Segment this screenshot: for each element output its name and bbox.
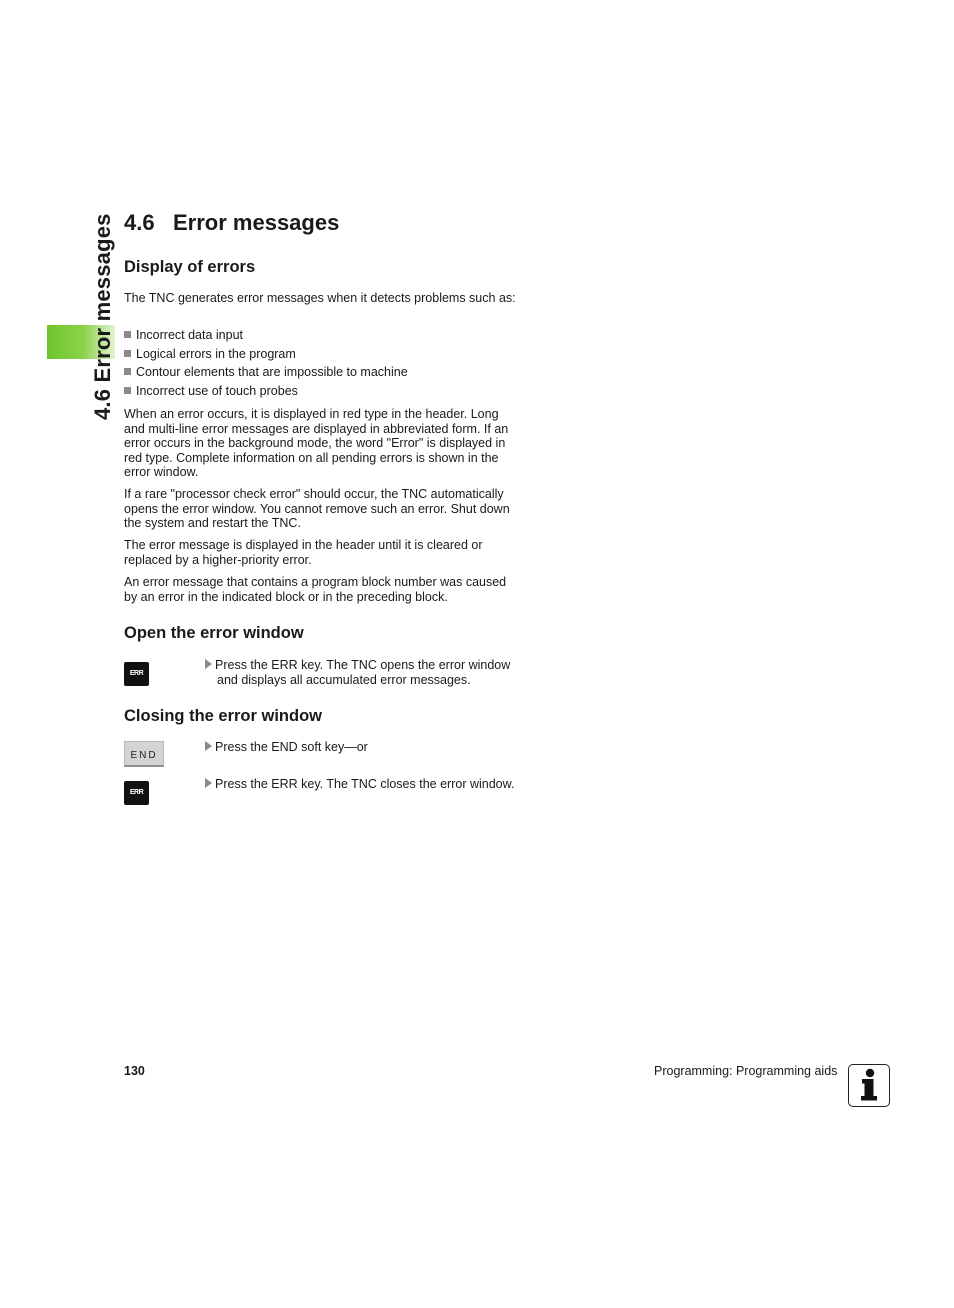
bullet-square-icon [124, 331, 131, 338]
step-end-softkey: Press the END soft key—or [205, 740, 525, 755]
body-paragraph: When an error occurs, it is displayed in red type in the header. Long and multi-line error messages are displayed in abbreviated form. If an error occurs in the background mode, the word "Error" is displayed in red type. Complete information on all pending errors is shown in the error window. [124, 407, 509, 479]
bullet-square-icon [124, 350, 131, 357]
triangle-arrow-icon [205, 659, 212, 669]
info-icon [848, 1064, 890, 1107]
bullet-square-icon [124, 387, 131, 394]
step-err-key-close: Press the ERR key. The TNC closes the error window. [205, 777, 525, 792]
page-number: 130 [124, 1064, 145, 1078]
subheading-open-error-window: Open the error window [124, 624, 304, 642]
err-key-icon: ERR [124, 781, 149, 805]
subheading-close-error-window: Closing the error window [124, 707, 323, 725]
subheading-display-errors: Display of errors [124, 258, 256, 276]
list-item: Incorrect data input [124, 328, 243, 342]
body-paragraph: The error message is displayed in the header until it is cleared or replaced by a higher-priority error. [124, 538, 483, 567]
err-key-icon: ERR [124, 662, 149, 686]
section-title: Error messages [173, 210, 340, 235]
footer-chapter: Programming: Programming aids [654, 1064, 838, 1078]
list-item: Logical errors in the program [124, 347, 296, 361]
body-paragraph: An error message that contains a program block number was caused by an error in the indicated block or in the preceding block. [124, 575, 507, 604]
bullet-square-icon [124, 368, 131, 375]
end-softkey-icon: END [124, 741, 164, 767]
side-tab-title: 4.6 Error messages [90, 213, 115, 420]
list-item: Contour elements that are impossible to machine [124, 365, 408, 379]
triangle-arrow-icon [205, 778, 212, 788]
section-number: 4.6 [124, 210, 155, 235]
body-paragraph: If a rare "processor check error" should occur, the TNC automatically opens the error window. You cannot remove such an error. Shut down the system and restart the TNC. [124, 487, 510, 530]
section-heading [124, 210, 339, 236]
list-item: Incorrect use of touch probes [124, 384, 298, 398]
intro-paragraph: The TNC generates error messages when it detects problems such as: [124, 291, 516, 305]
step-open-error-window: Press the ERR key. The TNC opens the error window and displays all accumulated error messages. [205, 658, 525, 687]
info-i-glyph [849, 1065, 888, 1105]
triangle-arrow-icon [205, 741, 212, 751]
